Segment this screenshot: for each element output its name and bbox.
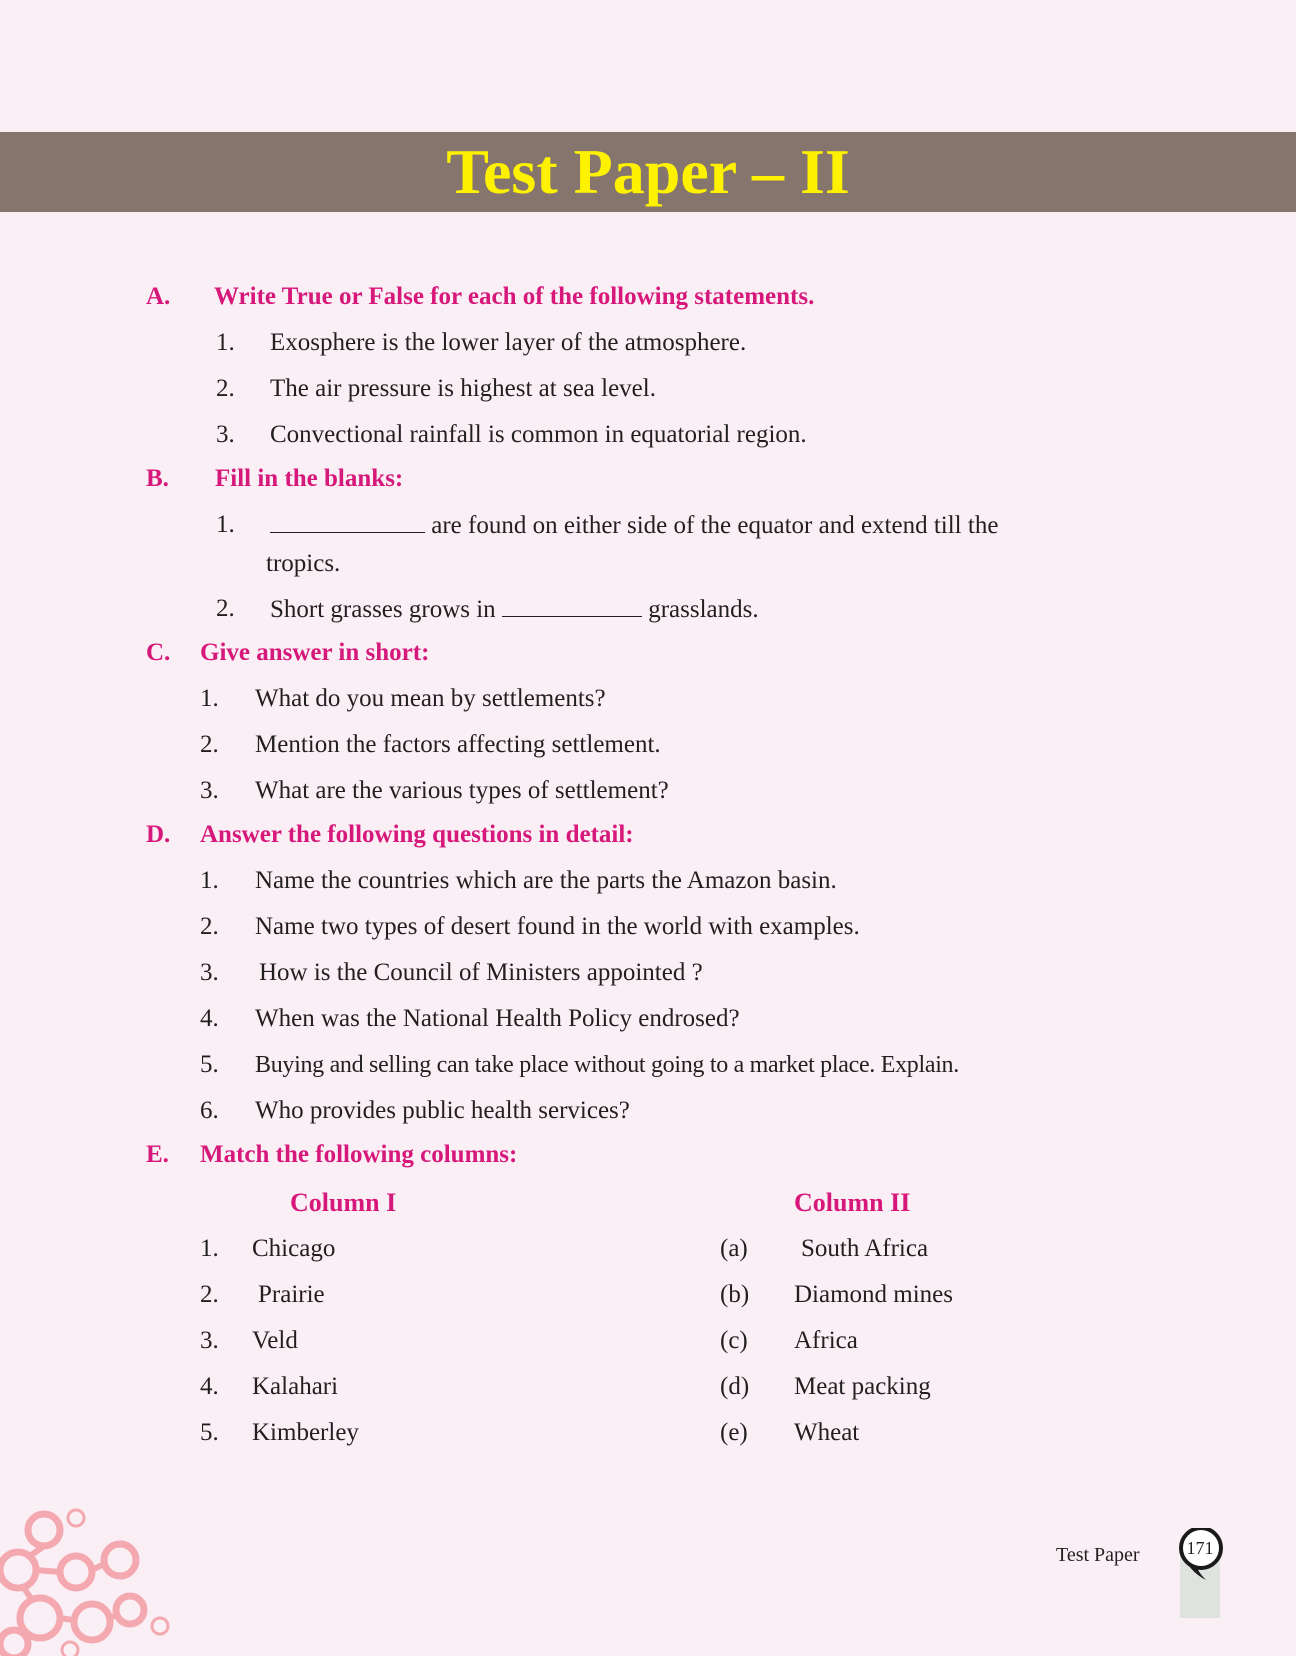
item-number: 5. <box>200 1051 219 1078</box>
item-number: 2. <box>200 913 219 940</box>
item-number: (d) <box>720 1373 750 1400</box>
item-text: Veld <box>252 1327 298 1354</box>
item-text: Kalahari <box>252 1373 339 1400</box>
section-letter: D. <box>146 821 171 848</box>
item-text: Wheat <box>794 1419 860 1446</box>
item-text: Chicago <box>252 1235 336 1262</box>
item-number: 1. <box>216 511 235 538</box>
section-heading-text: Answer the following questions in detail: <box>200 821 634 848</box>
item-text: Short grasses grows in <box>270 596 502 623</box>
item-number: 5. <box>200 1419 219 1446</box>
list-item-continuation <box>266 549 340 579</box>
item-text: South Africa <box>801 1235 929 1262</box>
item-number: 2. <box>216 375 235 402</box>
item-number: (c) <box>720 1327 748 1354</box>
item-text: Name the countries which are the parts the Amazon basin. <box>255 867 837 894</box>
section-heading-text: Match the following columns: <box>200 1141 518 1168</box>
item-number: 3. <box>200 777 219 804</box>
footer-label: Test Paper <box>1056 1544 1140 1566</box>
page-number: 171 <box>1186 1538 1214 1558</box>
section-letter: B. <box>146 465 169 492</box>
item-number: 3. <box>200 1327 219 1354</box>
item-number: 3. <box>200 959 219 986</box>
item-number: (e) <box>720 1419 748 1446</box>
blank-line <box>270 510 425 533</box>
item-number: 1. <box>200 867 219 894</box>
decorative-bubbles-icon <box>0 1500 180 1656</box>
item-number: 1. <box>200 685 219 712</box>
section-letter: E. <box>146 1141 169 1168</box>
item-number: 3. <box>216 421 235 448</box>
item-text: What do you mean by settlements? <box>255 685 606 712</box>
item-text: Mention the factors affecting settlement. <box>255 731 661 758</box>
item-text: grasslands. <box>641 596 759 623</box>
section-heading-text: Write True or False for each of the following statements. <box>214 283 815 310</box>
item-text: The air pressure is highest at sea level. <box>270 375 656 402</box>
item-text: How is the Council of Ministers appointed ? <box>259 959 703 986</box>
item-number: 1. <box>216 329 235 356</box>
item-text: are found on either side of the equator and extend till the <box>425 512 999 539</box>
section-letter: C. <box>146 639 171 666</box>
section-letter: A. <box>146 283 171 310</box>
item-text: Meat packing <box>794 1373 931 1400</box>
item-text: Diamond mines <box>794 1281 954 1308</box>
item-text: Kimberley <box>252 1419 359 1446</box>
item-text: When was the National Health Policy endrosed? <box>255 1005 740 1032</box>
item-text: Prairie <box>258 1281 325 1308</box>
item-text: Africa <box>794 1327 858 1354</box>
item-text: tropics. <box>266 550 341 577</box>
item-number: (a) <box>720 1235 748 1262</box>
item-text: Convectional rainfall is common in equatorial region. <box>270 421 807 448</box>
item-text: Exosphere is the lower layer of the atmosphere. <box>270 329 747 356</box>
item-number: 1. <box>200 1235 219 1262</box>
blank-line <box>502 594 642 617</box>
page-title: Test Paper – II <box>446 136 850 207</box>
item-number: 2. <box>200 1281 219 1308</box>
column-2-heading: Column II <box>794 1188 911 1217</box>
item-text: Name two types of desert found in the world with examples. <box>255 913 860 940</box>
item-number: 4. <box>200 1005 219 1032</box>
item-text: Buying and selling can take place without going to a market place. Explain. <box>255 1052 959 1078</box>
item-number: 2. <box>216 595 235 622</box>
item-number: 4. <box>200 1373 219 1400</box>
item-text: Who provides public health services? <box>255 1097 630 1124</box>
item-number: (b) <box>720 1281 750 1308</box>
item-number: 6. <box>200 1097 219 1124</box>
column-1-heading: Column I <box>290 1188 397 1217</box>
item-text: What are the various types of settlement? <box>255 777 669 804</box>
section-heading-text: Fill in the blanks: <box>215 465 404 492</box>
section-heading-text: Give answer in short: <box>200 639 430 666</box>
item-number: 2. <box>200 731 219 758</box>
